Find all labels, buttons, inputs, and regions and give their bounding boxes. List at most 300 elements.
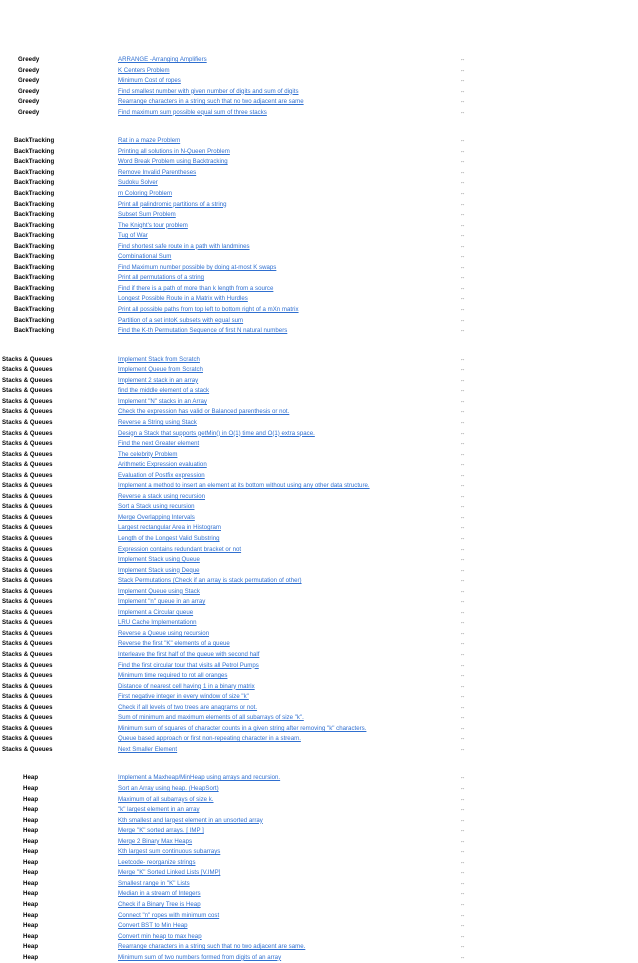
category-label: BackTracking [14,306,55,314]
problem-link[interactable]: find the middle element of a stack [118,387,210,395]
table-row [0,352,638,363]
resize-handle-icon: ↔ [460,619,465,626]
resize-handle-icon: ↔ [460,109,465,116]
resize-handle-icon: ↔ [460,672,465,679]
problem-link[interactable]: LRU Cache Implementationn [118,619,197,627]
problem-link[interactable]: Expression contains redundant bracket or not [118,545,242,553]
problem-link[interactable]: Length of the Longest Valid Substring [118,534,220,542]
resize-handle-icon: ↔ [460,179,465,186]
category-label: Stacks & Queues [2,724,53,732]
table-row [0,781,638,792]
resize-handle-icon: ↔ [460,472,465,479]
table-row [0,323,638,334]
category-label: Stacks & Queues [2,672,53,680]
table-row [0,573,638,584]
category-label: BackTracking [14,316,55,324]
problem-link[interactable]: Implement Queue using Stack [118,587,200,595]
marker-cell [448,323,638,337]
category-label: Heap [23,901,39,909]
category-label: Stacks & Queues [2,471,53,479]
problem-link[interactable]: Find maximum sum possible equal sum of three stacks [118,108,267,116]
table-row [0,457,638,468]
table-row [0,154,638,165]
table-row [0,394,638,405]
resize-handle-icon: ↔ [460,880,465,887]
category-cell [0,742,118,756]
resize-handle-icon: ↔ [460,796,465,803]
resize-handle-icon: ↔ [460,785,465,792]
category-label: BackTracking [14,263,55,271]
resize-handle-icon: ↔ [460,933,465,940]
resize-handle-icon: ↔ [460,408,465,415]
problem-link[interactable]: ARRANGE -Arranging Amplifiers [118,56,207,63]
resize-handle-icon: ↔ [460,232,465,239]
problem-cell [118,742,448,756]
table-row [0,447,638,458]
problem-link[interactable]: Find if there is a path of more than k length from a source [118,284,274,292]
category-label: Stacks & Queues [2,397,53,405]
resize-handle-icon: ↔ [460,651,465,658]
category-label: Heap [23,858,39,866]
resize-handle-icon: ↔ [460,524,465,531]
problem-link[interactable]: Connect "n" ropes with minimum cost [118,911,220,919]
resize-handle-icon: ↔ [460,630,465,637]
category-label: Stacks & Queues [2,545,53,553]
table-row [0,626,638,637]
category-label: Stacks & Queues [2,387,53,395]
table-row [0,542,638,553]
table-row [0,373,638,384]
table-row [0,876,638,887]
table-row [0,792,638,803]
problem-link[interactable]: Find shortest safe route in a path with landmines [118,242,250,250]
table-row [0,94,638,105]
problem-link[interactable]: Print all possible paths from top left to bottom right of a mXn matrix [118,306,299,314]
problem-link[interactable]: First negative integer in every window of size "k" [118,693,249,701]
resize-handle-icon: ↔ [460,493,465,500]
problem-link[interactable]: Evaluation of Postfix expression [118,471,205,479]
resize-handle-icon: ↔ [460,535,465,542]
category-label: Heap [23,890,39,898]
category-label: Stacks & Queues [2,608,53,616]
problem-link[interactable]: Rearrange characters in a string such that no two adjacent are same [118,98,304,106]
category-label: Stacks & Queues [2,693,53,701]
category-label: Heap [23,774,39,782]
problem-link[interactable]: Rearrange characters in a string such that no two adjacent are same. [118,943,306,951]
category-label: Stacks & Queues [2,355,53,363]
problem-link[interactable]: Check the expression has valid or Balanced parenthesis or not. [118,408,290,416]
category-label: Stacks & Queues [2,366,53,374]
table-row [0,84,638,95]
category-label: Stacks & Queues [2,598,53,606]
table-row [0,510,638,521]
table-row [0,239,638,250]
problem-link[interactable]: Implement a Maxheap/MinHeap using arrays and recursion. [118,774,281,782]
resize-handle-icon: ↔ [460,430,465,436]
category-label: Stacks & Queues [2,619,53,627]
category-label: BackTracking [14,221,55,229]
resize-handle-icon: ↔ [460,440,465,447]
resize-handle-icon: ↔ [460,451,465,458]
resize-handle-icon: ↔ [460,503,465,510]
problem-link[interactable]: Convert min heap to max heap [118,932,202,940]
category-label: Heap [23,795,39,803]
problem-link[interactable]: Design a Stack that supports getMin() in O(1) time and O(1) extra space. [118,429,315,437]
problem-link[interactable]: Longest Possible Route in a Matrix with Hurdles [118,295,248,303]
table-row [0,584,638,595]
problem-link[interactable]: K Centers Problem [118,66,170,74]
table-row [0,260,638,271]
problem-link[interactable]: Implement "N" stacks in an Array [118,397,207,405]
table-row [0,647,638,658]
topic-section [0,52,638,115]
table-row [0,700,638,711]
resize-handle-icon: ↔ [460,567,465,574]
table-row [0,207,638,218]
table-row [0,615,638,626]
problem-link[interactable]: Find the first circular tour that visits all Petrol Pumps [118,661,259,669]
category-label: Stacks & Queues [2,556,53,564]
problem-link[interactable]: Distance of nearest cell having 1 in a binary matrix [118,682,255,690]
problem-link[interactable]: Minimum Cost of ropes [118,77,181,85]
problem-cell [118,323,448,337]
problem-link[interactable]: Implement Stack from Scratch [118,355,200,363]
category-label: Heap [23,848,39,856]
category-label: Stacks & Queues [2,566,53,574]
category-label: Stacks & Queues [2,503,53,511]
problem-link[interactable]: Minimum sum of squares of character counts in a given string after removing "k" characters. [118,724,367,732]
resize-handle-icon: ↔ [460,158,465,165]
resize-handle-icon: ↔ [460,56,465,63]
category-label: Stacks & Queues [2,418,53,426]
problem-link[interactable]: Implement "n" queue in an array [118,598,206,606]
table-row [0,897,638,908]
resize-handle-icon: ↔ [460,98,465,105]
table-row [0,186,638,197]
table-row [0,770,638,781]
category-label: BackTracking [14,137,55,145]
problem-link[interactable]: Implement a method to insert an element at its bottom without using any other data structure. [118,482,370,490]
resize-handle-icon: ↔ [460,295,465,302]
category-label: Greedy [18,77,40,85]
category-cell [0,950,118,963]
category-label: Heap [23,816,39,824]
category-label: Heap [23,943,39,951]
resize-handle-icon: ↔ [460,264,465,271]
resize-handle-icon: ↔ [460,704,465,711]
table-row [0,499,638,510]
table-row [0,362,638,373]
resize-handle-icon: ↔ [460,201,465,208]
category-label: BackTracking [14,232,55,240]
problem-link[interactable]: Median in a stream of Integers [118,890,201,898]
table-row [0,144,638,155]
resize-handle-icon: ↔ [460,598,465,605]
table-row [0,834,638,845]
problem-link[interactable]: Largest rectangular Area in Histogram [118,524,221,532]
table-row [0,133,638,144]
table-row [0,302,638,313]
resize-handle-icon: ↔ [460,190,465,197]
problem-link[interactable]: Merge 2 Binary Max Heaps [118,837,193,845]
table-row [0,228,638,239]
table-row [0,886,638,897]
resize-handle-icon: ↔ [460,356,465,363]
problem-link[interactable]: The celebrity Problem [118,450,178,458]
resize-handle-icon: ↔ [460,735,465,742]
table-row [0,908,638,919]
table-row [0,281,638,292]
problem-link[interactable]: Find Maximum number possible by doing at-most K swaps [118,263,277,271]
table-row [0,742,638,753]
category-label: Stacks & Queues [2,492,53,500]
category-label: BackTracking [14,295,55,303]
problem-link[interactable]: Tug of War [118,232,148,240]
problem-link[interactable]: Next Smaller Element [118,745,178,753]
category-label: Stacks & Queues [2,408,53,416]
problem-link[interactable]: Convert BST to Min Heap [118,922,188,930]
resize-handle-icon: ↔ [460,922,465,929]
category-label: Greedy [18,56,40,63]
category-label: Greedy [18,108,40,116]
resize-handle-icon: ↔ [460,211,465,218]
problem-link[interactable]: Arithmetic Expression evaluation [118,461,207,469]
resize-handle-icon: ↔ [460,556,465,563]
category-label: Stacks & Queues [2,482,53,490]
problem-link[interactable]: Merge "K" sorted arrays. [ IMP ] [118,827,204,835]
problem-link[interactable]: Partition of a set intoK subsets with equal sum [118,316,244,324]
table-row [0,823,638,834]
resize-handle-icon: ↔ [460,662,465,669]
problem-link[interactable]: Sort an Array using heap. (HeapSort) [118,785,219,792]
table-row [0,563,638,574]
resize-handle-icon: ↔ [460,148,465,155]
table-row [0,489,638,500]
category-label: Stacks & Queues [2,376,53,384]
problem-link[interactable]: Implement Stack using Deque [118,566,200,574]
problem-link[interactable]: Kth smallest and largest element in an unsorted array [118,816,263,824]
problem-link[interactable]: Minimum sum of two numbers formed from digits of an array [118,953,282,961]
table-row [0,197,638,208]
category-label: Heap [23,911,39,919]
table-row [0,426,638,437]
category-label: Heap [23,827,39,835]
problem-link[interactable]: Implement Stack using Queue [118,556,200,564]
table-row [0,165,638,176]
problem-link[interactable]: Word Break Problem using Backtracking [118,158,228,166]
table-row [0,552,638,563]
problem-link[interactable]: Find the next Greater element [118,440,200,448]
resize-handle-icon: ↔ [460,327,465,334]
problem-link[interactable]: Check if all levels of two trees are anagrams or not. [118,703,258,711]
resize-handle-icon: ↔ [460,901,465,908]
problem-link[interactable]: Print all permutations of a string [118,274,205,282]
table-row [0,468,638,479]
problem-cell [118,950,448,963]
table-row [0,383,638,394]
problem-link[interactable]: Smallest range in "K" Lists [118,879,190,887]
resize-handle-icon: ↔ [460,588,465,595]
resize-handle-icon: ↔ [460,827,465,834]
table-row [0,594,638,605]
resize-handle-icon: ↔ [460,806,465,813]
table-row [0,436,638,447]
category-label: BackTracking [14,211,55,219]
resize-handle-icon: ↔ [460,67,465,74]
resize-handle-icon: ↔ [460,774,465,781]
table-row [0,291,638,302]
problem-link[interactable]: Merge "K" Sorted Linked Lists [V.IMP] [118,869,221,877]
marker-cell [448,105,638,119]
category-label: Stacks & Queues [2,714,53,722]
table-row [0,478,638,489]
category-label: BackTracking [14,147,55,155]
resize-handle-icon: ↔ [460,77,465,84]
category-label: BackTracking [14,158,55,166]
table-row [0,63,638,74]
table-row [0,175,638,186]
table-row [0,415,638,426]
problem-link[interactable]: Find the K-th Permutation Sequence of first N natural numbers [118,327,288,335]
table-row [0,404,638,415]
table-row [0,813,638,824]
problem-link[interactable]: Implement 2 stack in an array [118,376,199,384]
resize-handle-icon: ↔ [460,482,465,489]
category-label: Heap [23,837,39,845]
problem-link[interactable]: Rat in a maze Problem [118,137,181,145]
resize-handle-icon: ↔ [460,609,465,616]
problem-link[interactable]: Reverse a Queue using recursion [118,629,210,637]
problem-link[interactable]: "k" largest element in an array [118,806,200,814]
topic-section [0,133,638,333]
resize-handle-icon: ↔ [460,725,465,732]
category-label: Stacks & Queues [2,577,53,585]
problem-link[interactable]: Kth largest sum continuous subarrays [118,848,221,856]
table-row [0,270,638,281]
problem-link[interactable]: Queue based approach or first non-repeating character in a stream. [118,735,301,743]
table-row [0,520,638,531]
category-label: Stacks & Queues [2,629,53,637]
resize-handle-icon: ↔ [460,943,465,950]
table-row [0,844,638,855]
problem-link[interactable]: Sort a Stack using recursion [118,503,195,511]
problem-link[interactable]: Combinational Sum [118,253,172,261]
category-label: BackTracking [14,190,55,198]
problem-link[interactable]: Check if a Binary Tree is Heap [118,901,201,909]
sections-container [0,52,638,960]
resize-handle-icon: ↔ [460,461,465,468]
table-row [0,721,638,732]
table-row [0,929,638,940]
table-row [0,802,638,813]
problem-link[interactable]: Maximum of all subarrays of size k. [118,795,214,803]
problem-link[interactable]: Implement a Circular queue [118,608,194,616]
category-label: Stacks & Queues [2,735,53,743]
category-label: Stacks & Queues [2,640,53,648]
category-cell [0,323,118,337]
category-label: Stacks & Queues [2,650,53,658]
category-label: Stacks & Queues [2,450,53,458]
table-row [0,710,638,721]
problem-link[interactable]: Implement Queue from Scratch [118,366,203,374]
resize-handle-icon: ↔ [460,817,465,824]
problem-link[interactable]: Printing all solutions in N-Queen Problem [118,147,230,155]
table-row [0,731,638,742]
resize-handle-icon: ↔ [460,366,465,373]
problem-link[interactable]: Subset Sum Problem [118,211,176,219]
category-label: BackTracking [14,327,55,335]
resize-handle-icon: ↔ [460,387,465,394]
table-row [0,939,638,950]
category-label: BackTracking [14,200,55,208]
problem-cell [118,105,448,119]
table-row [0,249,638,260]
resize-handle-icon: ↔ [460,419,465,426]
resize-handle-icon: ↔ [460,274,465,281]
resize-handle-icon: ↔ [460,577,465,584]
category-label: Heap [23,953,39,961]
problem-link[interactable]: Sudoku Solver [118,179,158,187]
resize-handle-icon: ↔ [460,546,465,553]
resize-handle-icon: ↔ [460,859,465,866]
problem-link[interactable]: Print all palindromic partitions of a string [118,200,227,208]
resize-handle-icon: ↔ [460,317,465,324]
resize-handle-icon: ↔ [460,137,465,144]
problem-link[interactable]: Leetcode- reorganize strings [118,858,196,866]
problem-link[interactable]: Find smallest number with given number of digits and sum of digits [118,87,299,95]
problem-link[interactable]: Merge Overlapping Intervals [118,513,195,521]
resize-handle-icon: ↔ [460,398,465,405]
table-row [0,73,638,84]
problem-link[interactable]: Stack Permutations (Check if an array is stack permutation of other) [118,577,302,585]
resize-handle-icon: ↔ [460,746,465,753]
category-label: Heap [23,869,39,877]
category-label: Stacks & Queues [2,587,53,595]
problem-link[interactable]: Sum of minimum and maximum elements of all subarrays of size "k". [118,714,304,722]
category-label: Greedy [18,66,40,74]
problem-link[interactable]: m Coloring Problem [118,190,173,198]
marker-cell [448,742,638,756]
resize-handle-icon: ↔ [460,88,465,95]
problem-link[interactable]: The Knight's tour problem [118,221,188,229]
resize-handle-icon: ↔ [460,169,465,176]
problem-link[interactable]: Reverse the first "K" elements of a queue [118,640,230,648]
category-label: Stacks & Queues [2,682,53,690]
category-label: Greedy [18,87,40,95]
table-row [0,636,638,647]
table-row [0,689,638,700]
problem-link[interactable]: Remove Invalid Parentheses [118,168,197,176]
category-label: Heap [23,922,39,930]
problem-link[interactable]: Reverse a stack using recursion [118,492,206,500]
resize-handle-icon: ↔ [460,912,465,919]
category-label: Heap [23,879,39,887]
resize-handle-icon: ↔ [460,954,465,961]
category-label: Stacks & Queues [2,661,53,669]
category-label: Stacks & Queues [2,513,53,521]
category-label: Greedy [18,98,40,106]
table-row [0,855,638,866]
resize-handle-icon: ↔ [460,243,465,250]
resize-handle-icon: ↔ [460,222,465,229]
table-row [0,218,638,229]
category-label: Stacks & Queues [2,745,53,753]
resize-handle-icon: ↔ [460,714,465,721]
problem-link[interactable]: Minimum time required to rot all oranges [118,672,228,680]
problem-link[interactable]: Reverse a String using Stack [118,418,197,426]
problem-link[interactable]: Interleave the first half of the queue with second half [118,650,260,658]
category-label: Stacks & Queues [2,534,53,542]
